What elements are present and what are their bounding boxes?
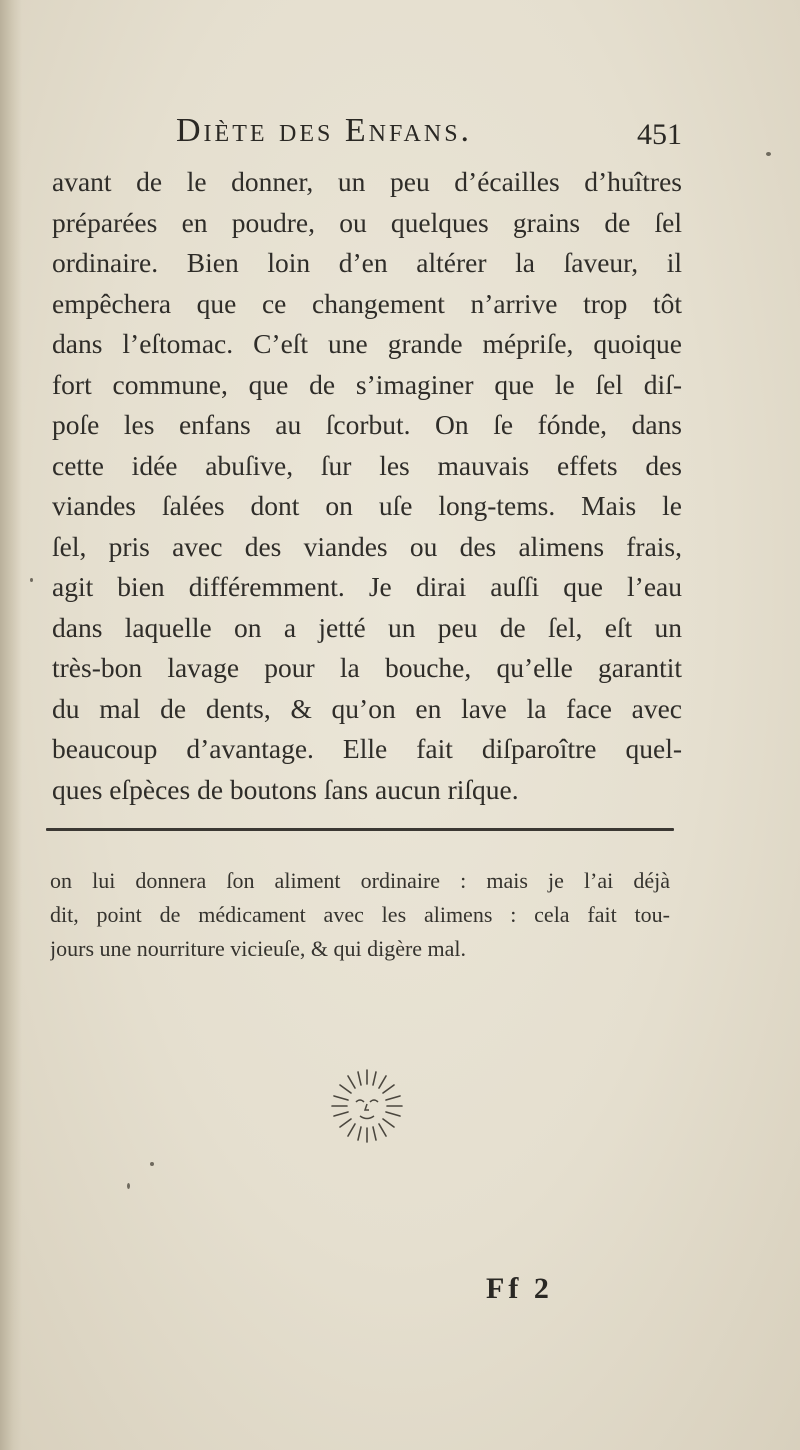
signature-mark: Ff 2 [486,1272,553,1305]
footnote-line: on lui donnera ſon aliment ordinaire : mais je l’ai déjà [50,868,670,893]
ink-speck [766,152,771,156]
text-line: préparées en poudre, ou quelques grains de ſel [52,206,682,238]
page-gutter-shadow [0,0,22,1450]
footnote [50,864,670,966]
text-line: avant de le donner, un peu d’écailles d’huîtres [52,166,682,197]
text-line: empêchera que ce changement n’arrive trop tôt [52,287,682,319]
text-line: viandes ſalées dont on uſe long-tems. Mais le [52,490,682,521]
text-line: beaucoup d’avantage. Elle fait diſparoître quel- [52,733,682,764]
ink-speck [127,1183,130,1189]
running-head [50,110,690,160]
text-line: ques eſpèces de boutons ſans aucun riſque. [52,773,519,805]
text-line: du mal de dents, & qu’on en lave la face avec [52,692,682,724]
text-line: cette idée abuſive, ſur les mauvais effets des [52,449,682,481]
running-title: Diète des Enfans. [176,112,473,149]
page-number: 451 [637,118,682,151]
sun-ornament-icon [322,1062,412,1152]
text-line: poſe les enfans au ſcorbut. On ſe fónde, dans [52,409,682,440]
text-line: ordinaire. Bien loin d’en altérer la ſaveur, il [52,247,682,278]
footnote-line: dit, point de médicament avec les alimens : cela fait tou- [50,902,670,927]
text-line: fort commune, que de s’imaginer que le ſel diſ- [52,368,682,400]
body-paragraph [52,162,682,810]
footnote-line: jours une nourriture vicieuſe, & qui digère mal. [50,936,467,961]
text-line: agit bien différemment. Je dirai auſſi que l’eau [52,571,682,602]
text-line: dans laquelle on a jetté un peu de ſel, eſt un [52,611,682,643]
ink-speck [150,1162,154,1166]
sun-ornament-graphic [322,1062,412,1152]
ink-speck [30,578,33,582]
footnote-separator-rule [46,828,674,831]
text-line: très-bon lavage pour la bouche, qu’elle garantit [52,652,682,683]
text-line: dans l’eſtomac. C’eſt une grande mépriſe, quoique [52,328,682,359]
text-line: ſel, pris avec des viandes ou des alimens frais, [52,530,682,562]
